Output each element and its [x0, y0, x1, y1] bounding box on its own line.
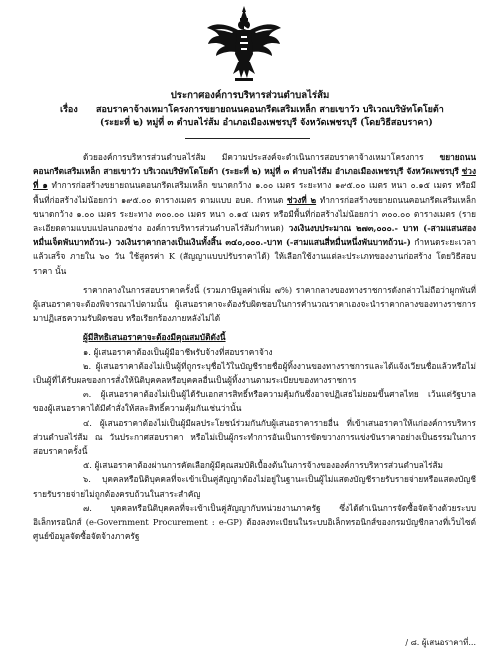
intro-text-a: ด้วยองค์การบริหารส่วนตำบลไร่ส้ม มีความประสงค์จะดำเนินการสอบราคาจ้างเหมาโครงการ: [83, 152, 440, 162]
qualification-item-4: ๔. ผู้เสนอราคาต้องไม่เป็นผู้มีผลประโยชน์ร่วมกันกับผู้เสนอราคารายอื่น ที่เข้าเสนอราคาให้แก่องค์การบริหารส่วนตำบลไร่ส้ม ณ วันประกาศสอบราคา หรือไม่เป็นผู้กระทำการอันเป็นการขัดขวางการแข่งขันราคาอย่างเป็นธรรมในการสอบราคาครั้งนี้: [33, 417, 476, 457]
qualification-item-5: ๕. ผู้เสนอราคาต้องผ่านการคัดเลือกผู้มีคุณสมบัติเบื้องต้นในการจ้างขององค์การบริหารส่วนตำบลไร่ส้ม: [83, 460, 443, 471]
document-title: ประกาศองค์การบริหารส่วนตำบลไร่ส้ม: [170, 90, 330, 101]
subject-line-1: [60, 104, 480, 117]
subject-block: [60, 104, 480, 130]
document-body: [33, 150, 476, 543]
qualification-item-7: ๗. บุคคลหรือนิติบุคคลที่จะเข้าเป็นคู่สัญญากับหน่วยงานภาครัฐ ซึ่งได้ดำเนินการจัดซื้อจัดจ้างด้วยระบบอิเล็กทรอนิกส์ (e-Government Procurement : e-GP) ต้องลงทะเบียนในระบบอิเล็กทรอนิกส์ของกรมบัญชีกลางที่เว็บไซต์ศูนย์ข้อมูลจัดซื้อจัดจ้างภาครัฐ: [33, 502, 476, 542]
median-price: วงเงินราคากลางเป็นเงินทั้งสิ้น ๓๔๐,๐๐๐.-บาท (-สามแสนสี่หมื่นหนึ่งพันบาทถ้วน-): [115, 237, 411, 248]
phase-2-detail: ทำการก่อสร้างขยายถนนคอนกรีตเสริมเหล็ก ขนาดกว้าง ๑.๐๐ เมตร ระยะทาง ๓๐๐.๐๐ เมตร หนา ๐.๑๕ เมตร หรือมีพื้นที่ก่อสร้างไม่น้อยกว่า ๓๐๐.๐๐ ตารางเมตร (รายละเอียดตามแบบแปลนกองช่าง องค์การบริหารส่วนตำบลไร่ส้มกำหนด): [33, 194, 476, 234]
phase-1-detail: ทำการก่อสร้างขยายถนนคอนกรีตเสริมเหล็ก ขนาดกว้าง ๑.๐๐ เมตร ระยะทาง ๑๙๕.๐๐ เมตร หนา ๐.๑๕ เมตร หรือมีพื้นที่ก่อสร้างไม่น้อยกว่า ๑๙๕.๐๐ ตารางเมตร ตามแบบ อบต. กำหนด: [33, 180, 477, 205]
paragraph-intro: [33, 150, 476, 278]
subject-line-2: (ระยะที่ ๒) หมู่ที่ ๓ ตำบลไร่ส้ม อำเภอเมืองเพชรบุรี จังหวัดเพชรบุรี (โดยวิธีสอบราคา): [100, 118, 433, 128]
garuda-emblem-icon: [205, 4, 283, 84]
project-name: ขยายถนนคอนกรีตเสริมเหล็ก สายเขาวัว บริเวณบริษัทโตโยต้า (ระยะที่ ๒) หมู่ที่ ๓ ตำบลไร่ส้ม อำเภอเมืองเพชรบุรี จังหวัดเพชรบุรี: [33, 152, 476, 177]
paragraph-median-price: ราคากลางในการสอบราคาครั้งนี้ (รวมภาษีมูลค่าเพิ่ม ๗%) ราคากลางของทางราชการดังกล่าวไม่ถือว่าผูกพันที่ผู้เสนอราคาจะต้องพิจารณาไปตามนั้น ผู้เสนอราคาจะต้องรับผิดชอบในการคำนวณราคาเองจะนำราคากลางของทางราชการมาปฏิเสธความรับผิดชอบ หรือเรียกร้องภายหลังไม่ได้: [33, 284, 476, 324]
budget-amount: วงเงินงบประมาณ ๒๗๓,๐๐๐.- บาท (-สามแสนสองหมื่นเจ็ดพันบาทถ้วน-): [33, 223, 477, 248]
intro-text-k: กำหนดระยะเวลาแล้วเสร็จ ภายใน ๖๐ วัน ใช้สูตรค่า K (สัญญาแบบปรับราคาได้) ให้เลือกใช้งานแต่ละประเภทของงานก่อสร้าง โดยวิธีสอบราคา นั้น: [33, 237, 476, 276]
qualification-item-2: ๒. ผู้เสนอราคาต้องไม่เป็นผู้ที่ถูกระบุชื่อไว้ในบัญชีรายชื่อผู้ทิ้งงานของทางราชการและได้แจ้งเวียนชื่อแล้วหรือไม่เป็นผู้ที่ได้รับผลของการสั่งให้นิติบุคคลหรือบุคคลอื่นเป็นผู้ทิ้งงานตามระเบียบของทางราชการ: [33, 360, 476, 386]
qualification-item-1: ๑. ผู้เสนอราคาต้องเป็นผู้มีอาชีพรับจ้างที่สอบราคาจ้าง: [83, 346, 273, 357]
phase-1-label: ช่วงที่ ๑: [33, 166, 476, 191]
qualification-heading: ผู้มีสิทธิเสนอราคาจะต้องมีคุณสมบัติดังนี้: [83, 332, 226, 343]
qualification-item-6: ๖. บุคคลหรือนิติบุคคลที่จะเข้าเป็นคู่สัญญาต้องไม่อยู่ในฐานะเป็นผู้ไม่แสดงบัญชีรายรับรายจ่ายหรือแสดงบัญชีรายรับรายจ่ายไม่ถูกต้องครบถ้วนในสาระสำคัญ: [33, 474, 476, 499]
page-continuation: / ๘. ผู้เสนอราคาที่...: [405, 638, 476, 647]
title-divider: [185, 138, 310, 139]
subject-label: เรื่อง: [60, 105, 78, 115]
subject-text-1: สอบราคาจ้างเหมาโครงการขยายถนนคอนกรีตเสริมเหล็ก สายเขาวัว บริเวณบริษัทโตโยต้า: [96, 105, 444, 115]
qualification-item-3: ๓. ผู้เสนอราคาต้องไม่เป็นผู้ได้รับเอกสารสิทธิ์หรือความคุ้มกันซึ่งอาจปฏิเสธไม่ยอมขึ้นศาลไทย เว้นแต่รัฐบาลของผู้เสนอราคาได้มีคำสั่งให้สละสิทธิ์ความคุ้มกันเช่นว่านั้น: [33, 389, 476, 414]
phase-2-label: ช่วงที่ ๒: [286, 194, 317, 205]
